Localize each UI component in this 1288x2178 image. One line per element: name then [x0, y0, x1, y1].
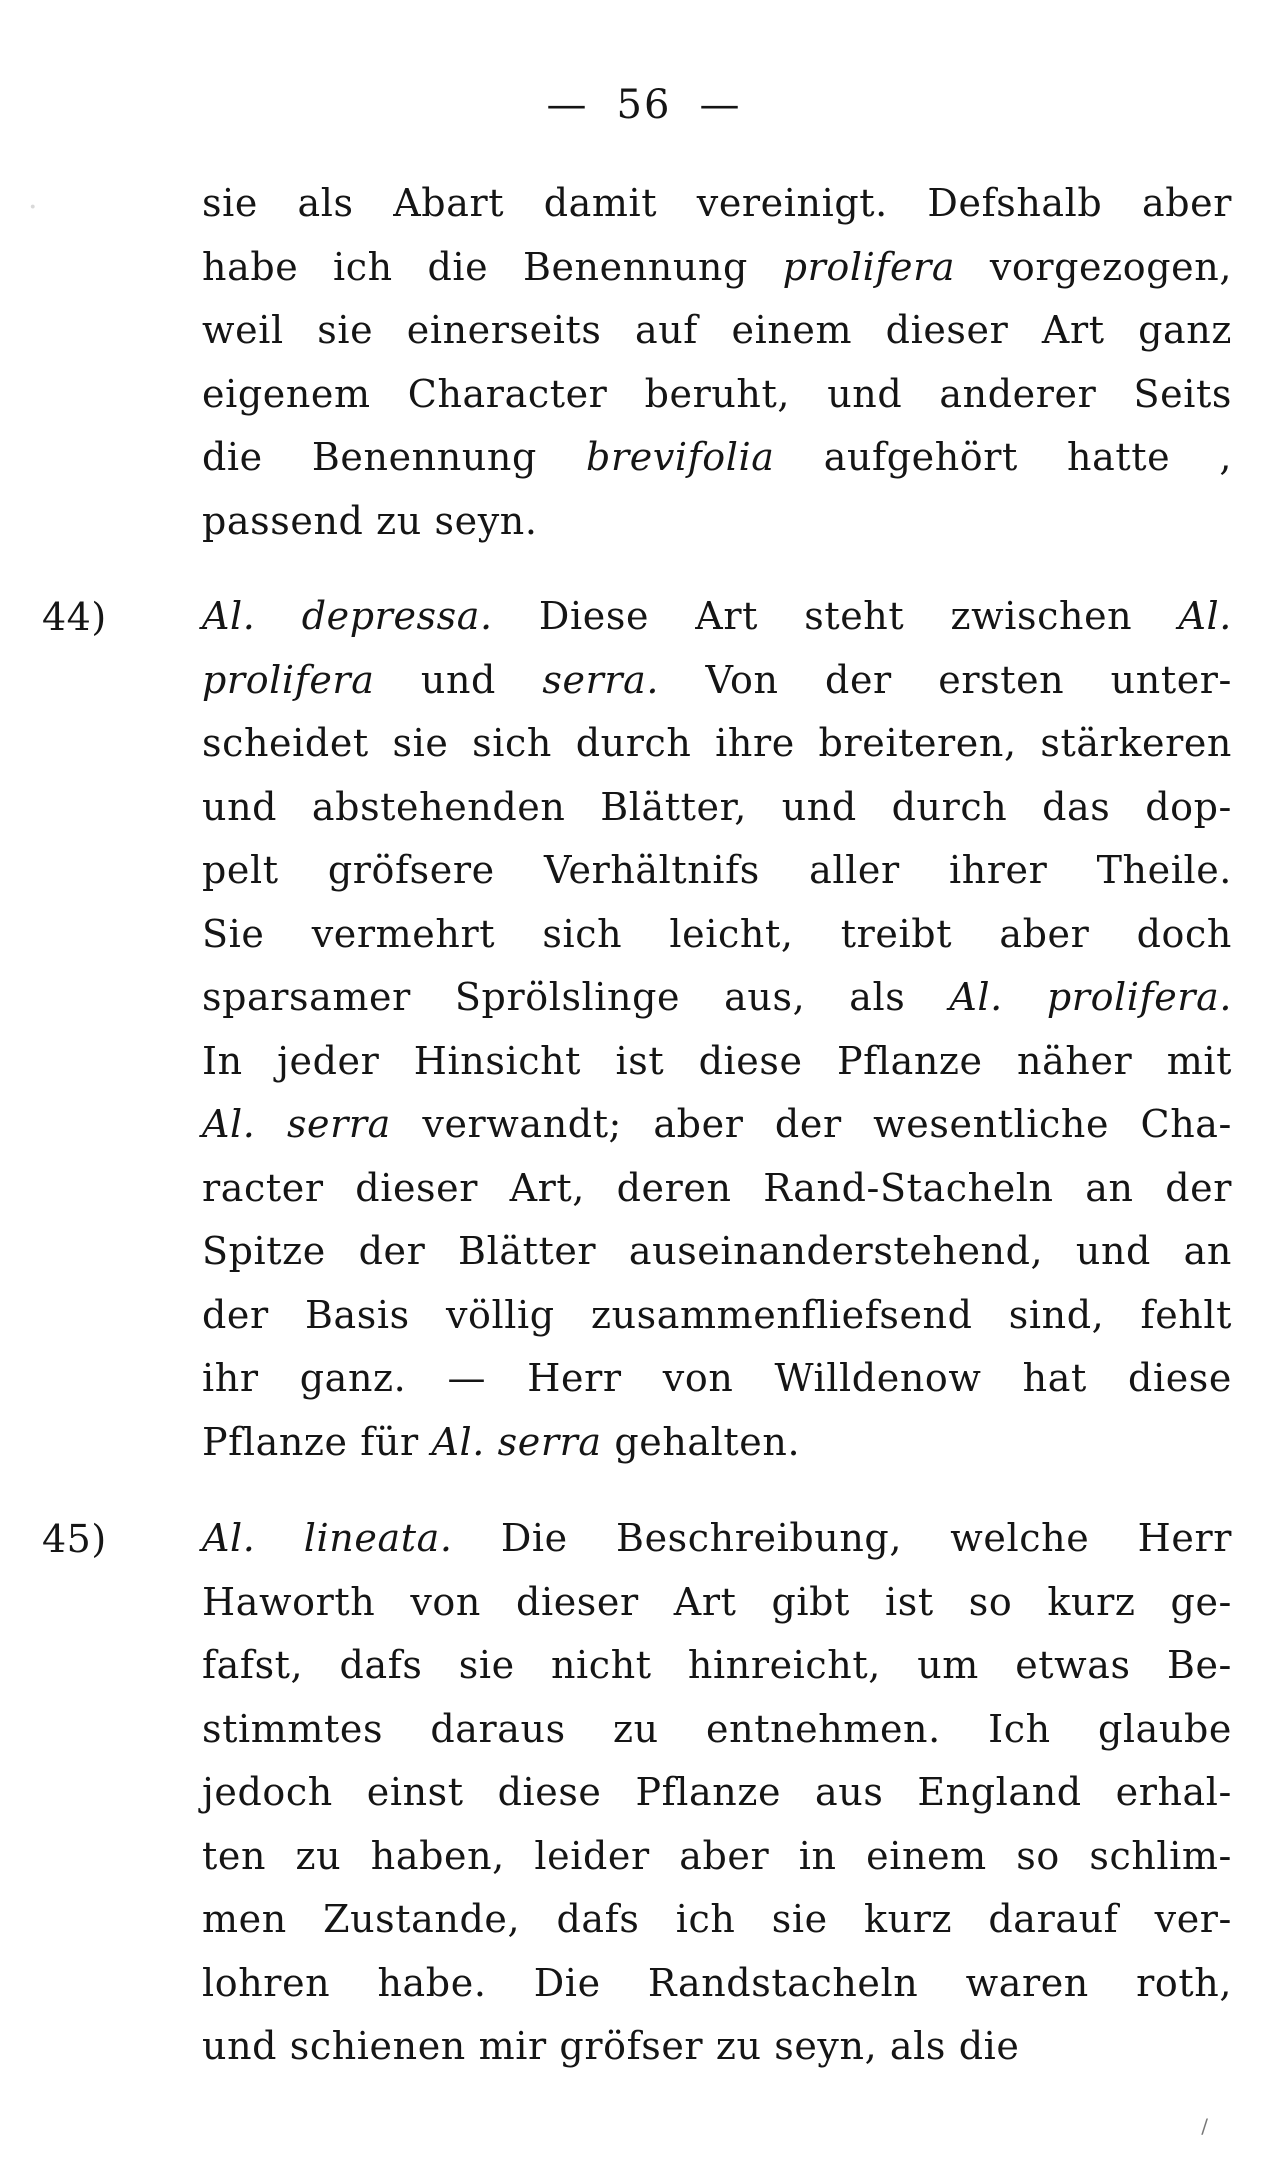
continued-line — [202, 236, 1232, 300]
entry-45-line — [202, 1698, 1232, 1762]
text-run: lohren habe. Die Randstacheln waren roth, — [202, 1960, 1232, 2005]
entry-44-line — [202, 1093, 1232, 1157]
text-run: Die Beschreibung, welche Herr — [452, 1516, 1232, 1560]
italic-text: brevifolia — [586, 435, 775, 479]
entry-number-44: 44) — [42, 595, 107, 639]
continued-line — [202, 426, 1232, 490]
text-run: Pflanze für — [202, 1419, 432, 1464]
entry-45-line — [202, 1761, 1232, 1825]
text-run: der Basis völlig zusammenfliefsend sind, fehlt — [202, 1292, 1232, 1337]
page-number — [0, 82, 1288, 128]
entry-45-line — [202, 1634, 1232, 1698]
continued-paragraph — [202, 172, 1232, 553]
entry-44-line — [202, 1284, 1232, 1348]
text-run: racter dieser Art, deren Rand-Stacheln an der — [202, 1165, 1232, 1210]
entry-44-line — [202, 585, 1232, 649]
entry-45-line — [202, 1507, 1232, 1571]
text-run: ihr ganz. — Herr von Willdenow hat diese — [202, 1356, 1232, 1400]
italic-text: Al. depressa. — [202, 594, 493, 638]
text-run: weil sie einerseits auf einem dieser Art ganz — [202, 308, 1232, 352]
bleed-through-mark: · — [28, 190, 38, 225]
entry-45-line — [202, 1952, 1232, 2016]
entry-44-line — [202, 1030, 1232, 1094]
text-run: fafst, dafs sie nicht hinreicht, um etwas Be- — [202, 1643, 1232, 1687]
page-number-dash-right: — — [699, 82, 742, 128]
entry-45-line — [202, 1888, 1232, 1952]
entry-44-line — [202, 1220, 1232, 1284]
text-run: scheidet sie sich durch ihre breiteren, stärkeren — [202, 721, 1232, 765]
italic-text: prolifera — [202, 657, 375, 702]
text-run: passend zu seyn. — [202, 498, 538, 543]
text-run: und — [374, 657, 543, 702]
text-run: vorgezogen, — [955, 244, 1233, 289]
entry-44-line — [202, 712, 1232, 776]
text-run: habe ich die Benennung — [202, 244, 783, 289]
italic-text: Al. serra — [202, 1102, 391, 1146]
italic-text: prolifera — [782, 244, 956, 289]
text-run: Sie vermehrt sich leicht, treibt aber doch — [202, 911, 1232, 956]
page-number-value: 56 — [616, 82, 672, 128]
margin-tick-mark: / — [1201, 2114, 1208, 2138]
text-run: men Zustande, dafs ich sie kurz darauf ver- — [202, 1897, 1232, 1941]
text-run: sie als Abart damit vereinigt. Defshalb aber — [202, 181, 1232, 225]
continued-line — [202, 172, 1232, 236]
text-run: und abstehenden Blätter, und durch das dop- — [202, 784, 1232, 829]
entry-45-line — [202, 2015, 1232, 2079]
entry-45-line — [202, 1825, 1232, 1889]
entry-44-paragraph — [202, 585, 1232, 1474]
text-run: ten zu haben, leider aber in einem so schlim- — [202, 1833, 1232, 1878]
entry-44-line — [202, 776, 1232, 840]
text-run: Diese Art steht zwischen — [492, 594, 1179, 638]
text-run: In jeder Hinsicht ist diese Pflanze näher mit — [202, 1038, 1232, 1083]
text-run: jedoch einst diese Pflanze aus England erhal- — [202, 1770, 1232, 1814]
entry-44-line — [202, 966, 1232, 1030]
entry-44-line — [202, 1347, 1232, 1411]
text-run: pelt gröfsere Verhältnifs aller ihrer Theile. — [202, 848, 1232, 892]
continued-line — [202, 490, 1232, 554]
entry-45-paragraph — [202, 1507, 1232, 2079]
entry-number-45: 45) — [42, 1517, 107, 1561]
entry-44-line — [202, 649, 1232, 713]
text-run: Haworth von dieser Art gibt ist so kurz ge- — [202, 1579, 1232, 1624]
text-run: verwandt; aber der wesentliche Cha- — [390, 1102, 1232, 1146]
text-run: aufgehört hatte , — [774, 435, 1232, 479]
entry-44-line — [202, 1157, 1232, 1221]
text-run: sparsamer Sprölslinge aus, als — [202, 975, 950, 1019]
continued-line — [202, 363, 1232, 427]
italic-text: serra. — [542, 657, 660, 702]
italic-text: Al. prolifera. — [949, 975, 1232, 1019]
italic-text: Al. lineata. — [202, 1516, 453, 1560]
entry-45-line — [202, 1571, 1232, 1635]
italic-text: Al. — [1178, 594, 1232, 638]
continued-line — [202, 299, 1232, 363]
text-run: Von der ersten unter- — [659, 657, 1232, 702]
italic-text: Al. serra — [431, 1419, 602, 1464]
text-run: gehalten. — [601, 1419, 801, 1464]
entry-44-line — [202, 1411, 1232, 1475]
entry-44-line — [202, 839, 1232, 903]
text-run: Spitze der Blätter auseinanderstehend, und an — [202, 1229, 1232, 1273]
text-run: und schienen mir gröfser zu seyn, als die — [202, 2024, 1020, 2068]
entry-44-line — [202, 903, 1232, 967]
text-run: eigenem Character beruht, und anderer Seits — [202, 371, 1232, 416]
page-number-dash-left: — — [546, 82, 589, 128]
text-run: die Benennung — [202, 435, 587, 479]
text-run: stimmtes daraus zu entnehmen. Ich glaube — [202, 1706, 1232, 1751]
